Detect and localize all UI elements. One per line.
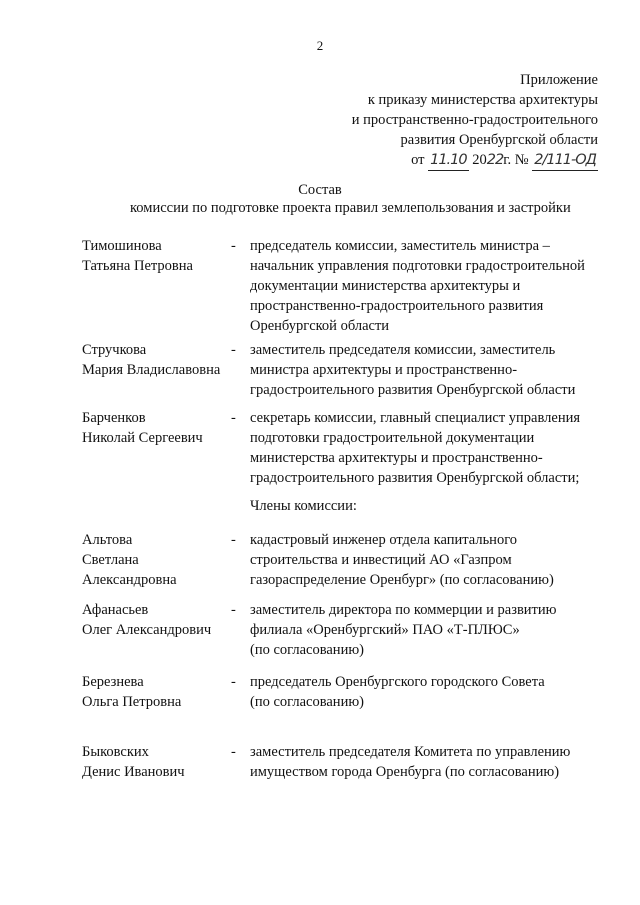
member-name [82, 530, 177, 590]
appendix-date-line [352, 150, 598, 171]
dash-separator: - [231, 532, 236, 548]
member-name [82, 408, 203, 448]
document-subtitle: комиссии по подготовке проекта правил землепользования и застройки [130, 200, 571, 216]
member-name-line: Березнева [82, 674, 144, 690]
desc-line: градостроительного развития Оренбургской области [250, 382, 576, 398]
desc-line: документации министерства архитектуры и [250, 278, 521, 294]
member-description [250, 672, 596, 712]
handwritten-order-number: 2/111-ОД [532, 150, 598, 171]
member-description [250, 340, 596, 400]
member-name-line: Афанасьев [82, 602, 149, 618]
dash-separator: - [231, 410, 236, 426]
desc-line: министра архитектуры и пространственно- [250, 362, 518, 378]
desc-line: министерства архитектуры и пространственно- [250, 450, 543, 466]
member-name-line: Стручкова [82, 342, 147, 358]
member-name-line: Денис Иванович [82, 764, 185, 780]
appendix-line: к приказу министерства архитектуры [367, 92, 598, 108]
member-name-line: Николай Сергеевич [82, 430, 203, 446]
desc-line: градостроительного развития Оренбургской области; [250, 470, 580, 486]
member-name [82, 672, 181, 712]
date-prefix: от [411, 152, 425, 168]
desc-line: кадастровый инженер отдела капитального [250, 532, 518, 548]
handwritten-year: 22 [486, 152, 504, 168]
document-title: Состав [298, 182, 342, 198]
member-name [82, 600, 211, 640]
date-year-prefix: 20 [472, 152, 487, 168]
desc-line: подготовки градостроительной документации [250, 430, 535, 446]
member-name-line: Светлана [82, 552, 139, 568]
desc-line: филиала «Оренбургский» ПАО «Т-ПЛЮС» [250, 622, 520, 638]
member-name-line: Альтова [82, 532, 133, 548]
member-name [82, 742, 185, 782]
member-name-line: Быковских [82, 744, 149, 760]
member-description [250, 600, 596, 660]
appendix-block [352, 70, 598, 171]
member-name [82, 340, 220, 380]
desc-line: (по согласованию) [250, 642, 364, 658]
desc-line: заместитель директора по коммерции и развитию [250, 602, 557, 618]
page-number: 2 [316, 38, 324, 53]
desc-line: пространственно-градостроительного развития [250, 298, 544, 314]
member-name-line: Ольга Петровна [82, 694, 182, 710]
member-name-line: Барченков [82, 410, 146, 426]
desc-line: председатель Оренбургского городского Совета [250, 674, 545, 690]
member-name-line: Мария Владиславовна [82, 362, 221, 378]
desc-line: строительства и инвестиций АО «Газпром [250, 552, 512, 568]
desc-line: начальник управления подготовки градостроительной [250, 258, 585, 274]
handwritten-date: 11.10 [428, 150, 469, 171]
member-description [250, 742, 596, 782]
desc-line: заместитель председателя Комитета по управлению [250, 744, 571, 760]
member-name-line: Татьяна Петровна [82, 258, 193, 274]
desc-line: газораспределение Оренбург» (по согласованию) [250, 572, 554, 588]
appendix-line: Приложение [520, 72, 598, 88]
members-heading: Члены комиссии: [250, 498, 357, 514]
desc-line: (по согласованию) [250, 694, 364, 710]
member-description [250, 236, 596, 336]
dash-separator: - [231, 238, 236, 254]
member-description [250, 408, 596, 488]
dash-separator: - [231, 744, 236, 760]
appendix-line: развития Оренбургской области [400, 132, 598, 148]
date-year-suffix: г. № [503, 152, 529, 168]
appendix-line: и пространственно-градостроительного [351, 112, 598, 128]
member-name-line: Тимошинова [82, 238, 162, 254]
member-description [250, 530, 596, 590]
dash-separator: - [231, 602, 236, 618]
desc-line: имуществом города Оренбурга (по согласованию) [250, 764, 560, 780]
desc-line: секретарь комиссии, главный специалист управления [250, 410, 581, 426]
desc-line: председатель комиссии, заместитель министра – [250, 238, 550, 254]
desc-line: заместитель председателя комиссии, заместитель [250, 342, 556, 358]
dash-separator: - [231, 342, 236, 358]
dash-separator: - [231, 674, 236, 690]
member-name-line: Олег Александрович [82, 622, 212, 638]
desc-line: Оренбургской области [250, 318, 390, 334]
member-name-line: Александровна [82, 572, 177, 588]
member-name [82, 236, 193, 276]
